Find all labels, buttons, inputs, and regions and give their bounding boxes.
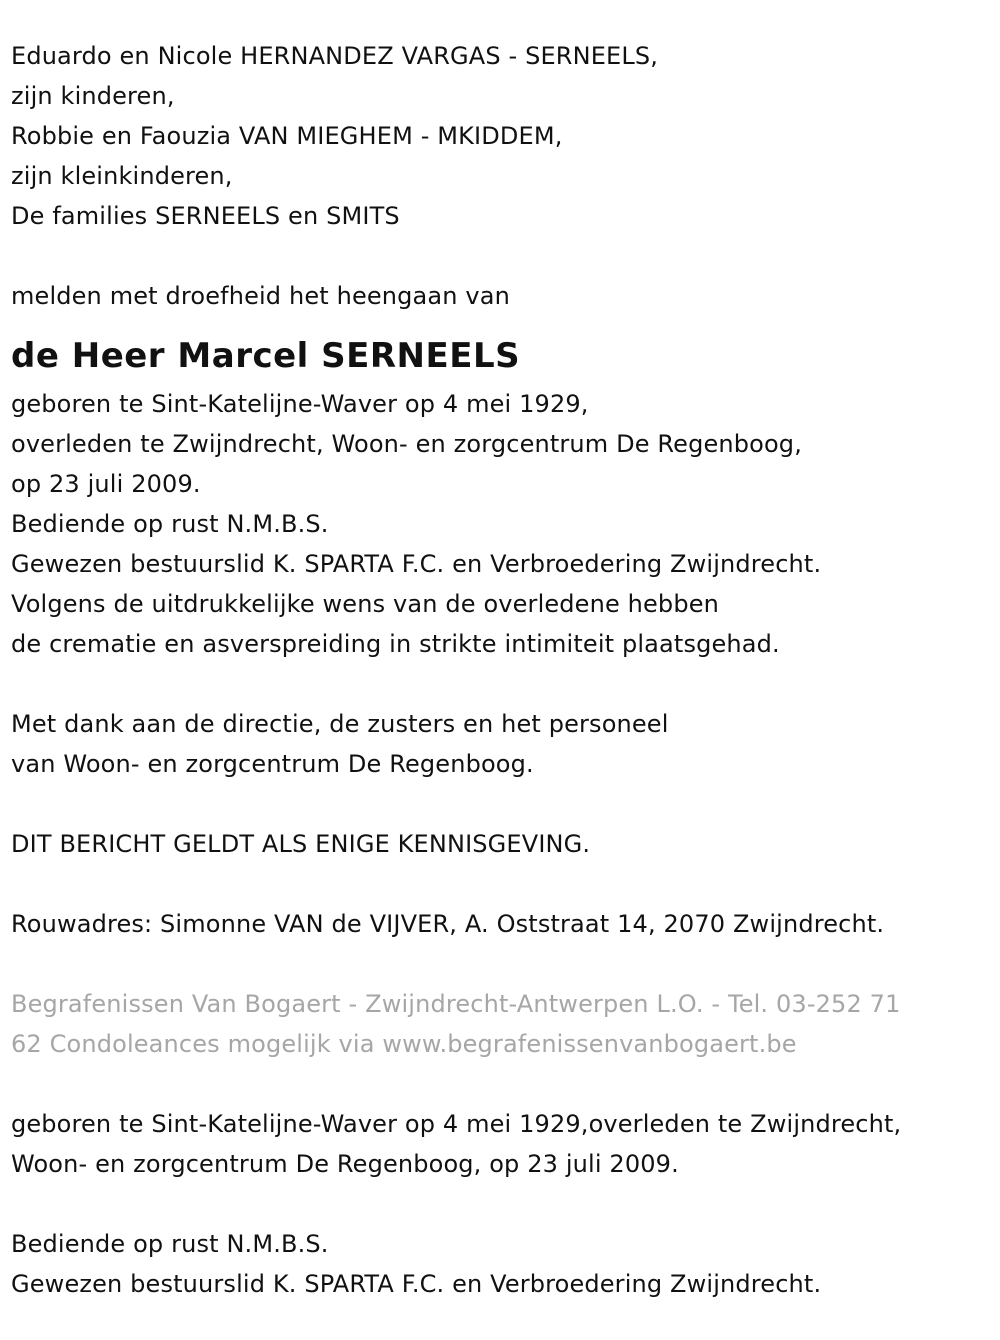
spacer — [11, 864, 991, 904]
mourning-address: Rouwadres: Simonne VAN de VIJVER, A. Oststraat 14, 2070 Zwijndrecht. — [11, 910, 885, 938]
spacer — [11, 236, 991, 276]
family-line-grandchildren: Robbie en Faouzia VAN MIEGHEM - MKIDDEM, — [11, 122, 563, 150]
cremation-line: de crematie en asverspreiding in strikte intimiteit plaatsgehad. — [11, 630, 780, 658]
spacer — [11, 944, 991, 984]
announcement-text: melden met droefheid het heengaan van — [11, 282, 510, 310]
death-date-line: op 23 juli 2009. — [11, 470, 201, 498]
family-line-children-role: zijn kinderen, — [11, 82, 175, 110]
thanks-line-1: Met dank aan de directie, de zusters en het personeel — [11, 710, 669, 738]
family-line-families: De families SERNEELS en SMITS — [11, 202, 400, 230]
board-member-line: Gewezen bestuurslid K. SPARTA F.C. en Verbroedering Zwijndrecht. — [11, 550, 822, 578]
family-line-grandchildren-role: zijn kleinkinderen, — [11, 162, 233, 190]
summary-line-4: Gewezen bestuurslid K. SPARTA F.C. en Verbroedering Zwijndrecht. — [11, 1270, 822, 1298]
occupation-line: Bediende op rust N.M.B.S. — [11, 510, 329, 538]
summary-line-2: Woon- en zorgcentrum De Regenboog, op 23 juli 2009. — [11, 1150, 679, 1178]
funeral-home-line-1: Begrafenissen Van Bogaert - Zwijndrecht-Antwerpen L.O. - Tel. 03-252 71 — [11, 990, 901, 1018]
spacer — [11, 1064, 991, 1104]
spacer — [11, 784, 991, 824]
family-line-children: Eduardo en Nicole HERNANDEZ VARGAS - SERNEELS, — [11, 42, 659, 70]
summary-line-1: geboren te Sint-Katelijne-Waver op 4 mei 1929,overleden te Zwijndrecht, — [11, 1110, 902, 1138]
notice-text: DIT BERICHT GELDT ALS ENIGE KENNISGEVING. — [11, 830, 591, 858]
obituary-notice — [11, 36, 991, 1304]
birth-line: geboren te Sint-Katelijne-Waver op 4 mei 1929, — [11, 390, 589, 418]
wish-line: Volgens de uitdrukkelijke wens van de overledene hebben — [11, 590, 719, 618]
death-place-line: overleden te Zwijndrecht, Woon- en zorgcentrum De Regenboog, — [11, 430, 802, 458]
spacer — [11, 664, 991, 704]
deceased-name: de Heer Marcel SERNEELS — [11, 336, 521, 376]
spacer — [11, 1184, 991, 1224]
thanks-line-2: van Woon- en zorgcentrum De Regenboog. — [11, 750, 534, 778]
funeral-home-line-2: 62 Condoleances mogelijk via www.begrafenissenvanbogaert.be — [11, 1030, 797, 1058]
summary-line-3: Bediende op rust N.M.B.S. — [11, 1230, 329, 1258]
